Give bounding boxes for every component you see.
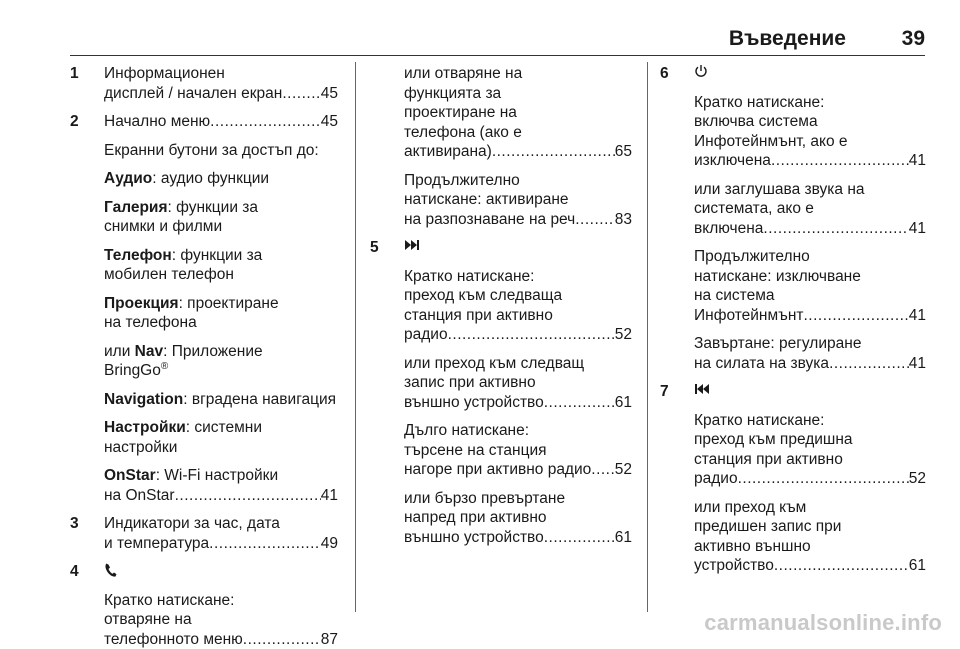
list-item-1: [70, 64, 338, 103]
term: Аудио: [104, 170, 152, 187]
entry-text: Начално меню: [104, 112, 210, 132]
text: Кратко натискане:: [404, 267, 632, 287]
toc-entry[interactable]: [104, 112, 338, 132]
text: Кратко натискане:: [694, 411, 926, 431]
paragraph-settings: [104, 418, 338, 457]
toc-entry[interactable]: [404, 210, 632, 230]
paragraph-projection: [104, 294, 338, 333]
entry-text: активирана): [404, 142, 492, 162]
text: Продължително: [694, 247, 926, 267]
paragraph: [404, 171, 632, 230]
column-1: [70, 64, 338, 649]
entry-text: устройство: [694, 556, 774, 576]
definition: : функции за: [168, 199, 259, 216]
text: системата, ако е: [694, 199, 926, 219]
toc-entry[interactable]: [104, 534, 338, 554]
toc-entry[interactable]: [694, 469, 926, 489]
text: телефона (ако е: [404, 123, 632, 143]
definition: мобилен телефон: [104, 265, 338, 285]
paragraph: [694, 180, 926, 239]
paragraph-nav: [104, 342, 338, 381]
page-ref[interactable]: 52: [615, 460, 632, 480]
entry-text: радио: [694, 469, 738, 489]
toc-entry[interactable]: [104, 630, 338, 649]
list-item-6: [660, 64, 926, 373]
text: Кратко натискане:: [104, 591, 338, 611]
paragraph-navigation: [104, 390, 338, 410]
definition: : системни: [186, 419, 262, 436]
toc-entry[interactable]: [694, 306, 926, 326]
toc-entry[interactable]: [104, 486, 338, 506]
definition: : Приложение: [163, 343, 263, 360]
paragraph: [404, 267, 632, 345]
text: натискане: изключване: [694, 267, 926, 287]
item-number: 1: [70, 64, 79, 84]
item-number: 7: [660, 382, 669, 402]
text: Завъртане: регулиране: [694, 334, 926, 354]
text: функцията за: [404, 84, 632, 104]
text: или преход към: [694, 498, 926, 518]
text: включва система: [694, 112, 926, 132]
item-number: 4: [70, 562, 79, 582]
entry-text: дисплей / начален екран: [104, 84, 282, 104]
toc-entry[interactable]: [694, 354, 926, 374]
entry-text: телефонното меню: [104, 630, 243, 649]
toc-entry[interactable]: [404, 325, 632, 345]
toc-entry[interactable]: [404, 528, 632, 548]
text: запис при активно: [404, 373, 632, 393]
item-number: 2: [70, 112, 79, 132]
page-ref[interactable]: 41: [909, 151, 926, 171]
text: или преход към следващ: [404, 354, 632, 374]
list-item-4: [70, 562, 338, 649]
item-number: 6: [660, 64, 669, 84]
header-rule: [70, 55, 925, 56]
text: на система: [694, 286, 926, 306]
column-2: [370, 64, 632, 547]
entry-text: включена: [694, 219, 763, 239]
list-item-3: [70, 514, 338, 553]
text: Продължително: [404, 171, 632, 191]
toc-entry[interactable]: [404, 393, 632, 413]
paragraph: [694, 93, 926, 171]
paragraph: [694, 334, 926, 373]
paragraph: [694, 498, 926, 576]
page-ref[interactable]: 52: [909, 469, 926, 489]
item-number: 3: [70, 514, 79, 534]
entry-text: на разпознаване на реч: [404, 210, 575, 230]
toc-entry[interactable]: [694, 151, 926, 171]
text: или отваряне на: [404, 64, 632, 84]
previous-track-icon: [694, 382, 926, 402]
text: търсене на станция: [404, 441, 632, 461]
entry-text: нагоре при активно радио: [404, 460, 591, 480]
toc-entry[interactable]: [694, 556, 926, 576]
term: Настройки: [104, 419, 186, 436]
entry-text: и температура: [104, 534, 209, 554]
paragraph: [694, 411, 926, 489]
definition: : проектиране: [179, 295, 279, 312]
item-text: Индикатори за час, дата: [104, 514, 338, 534]
paragraph-phone: [104, 246, 338, 285]
entry-text: изключена: [694, 151, 771, 171]
text: предишен запис при: [694, 517, 926, 537]
paragraph: [404, 354, 632, 413]
definition: : функции за: [172, 247, 263, 264]
toc-entry[interactable]: [404, 142, 632, 162]
text: станция при активно: [404, 306, 632, 326]
entry-text: външно устройство: [404, 528, 544, 548]
text: или заглушава звука на: [694, 180, 926, 200]
continuation-block: [370, 64, 632, 229]
page-ref[interactable]: 61: [615, 528, 632, 548]
text: Инфотейнмънт, ако е: [694, 132, 926, 152]
text: отваряне на: [104, 610, 338, 630]
text: или бързо превъртане: [404, 489, 632, 509]
paragraph: Екранни бутони за достъп до:: [104, 141, 338, 161]
watermark: carmanualsonline.info: [704, 610, 942, 636]
list-item-2: [70, 112, 338, 505]
term: OnStar: [104, 467, 156, 484]
column-3: [660, 64, 926, 576]
term: Проекция: [104, 295, 179, 312]
text: Кратко натискане:: [694, 93, 926, 113]
definition: снимки и филми: [104, 217, 338, 237]
paragraph-gallery: [104, 198, 338, 237]
page-ref[interactable]: 41: [909, 219, 926, 239]
column-divider-2: [647, 62, 648, 612]
paragraph: [404, 64, 632, 162]
text: Дълго натискане:: [404, 421, 632, 441]
text: проектиране на: [404, 103, 632, 123]
page-ref[interactable]: 61: [615, 393, 632, 413]
paragraph: [694, 247, 926, 325]
page-ref[interactable]: 61: [909, 556, 926, 576]
page-header: [0, 0, 960, 62]
phone-icon: [104, 562, 338, 582]
page-ref[interactable]: 41: [909, 306, 926, 326]
definition: : вградена навигация: [183, 391, 336, 408]
power-icon: [694, 64, 926, 84]
page-number: 39: [902, 27, 925, 51]
next-track-icon: [404, 238, 632, 258]
item-number: 5: [370, 238, 379, 258]
term: Галерия: [104, 199, 168, 216]
definition: BringGo: [104, 362, 161, 379]
paragraph: [104, 591, 338, 649]
entry-text: Инфотейнмънт: [694, 306, 804, 326]
toc-entry[interactable]: [404, 460, 632, 480]
text: активно външно: [694, 537, 926, 557]
toc-entry[interactable]: [694, 219, 926, 239]
toc-entry[interactable]: [104, 84, 338, 104]
page-ref[interactable]: 87: [321, 630, 338, 649]
text: станция при активно: [694, 450, 926, 470]
page-ref[interactable]: 65: [615, 142, 632, 162]
column-divider-1: [355, 62, 356, 612]
registered-mark: ®: [161, 361, 168, 372]
page-ref[interactable]: 52: [615, 325, 632, 345]
page-ref[interactable]: 41: [321, 486, 338, 506]
paragraph-onstar: [104, 466, 338, 505]
page-ref[interactable]: 83: [615, 210, 632, 230]
paragraph-audio: [104, 169, 338, 189]
term: Navigation: [104, 391, 183, 408]
term: Nav: [135, 343, 163, 360]
list-item-5: [370, 238, 632, 547]
definition: настройки: [104, 438, 338, 458]
definition: на телефона: [104, 313, 338, 333]
text: натискане: активиране: [404, 190, 632, 210]
paragraph: [404, 489, 632, 548]
list-item-7: [660, 382, 926, 576]
page-ref[interactable]: 45: [321, 84, 338, 104]
text: преход към следваща: [404, 286, 632, 306]
page-ref[interactable]: 49: [321, 534, 338, 554]
text: или: [104, 343, 135, 360]
text: преход към предишна: [694, 430, 926, 450]
text: напред при активно: [404, 508, 632, 528]
definition: : Wi-Fi настройки: [156, 467, 278, 484]
entry-text: радио: [404, 325, 448, 345]
definition: : аудио функции: [152, 170, 269, 187]
page-title: Въведение: [729, 27, 846, 51]
paragraph: [404, 421, 632, 480]
entry-text: външно устройство: [404, 393, 544, 413]
page-ref[interactable]: 45: [321, 112, 338, 132]
item-text: Информационен: [104, 64, 338, 84]
entry-text: на OnStar: [104, 486, 175, 506]
entry-text: на силата на звука: [694, 354, 829, 374]
page-ref[interactable]: 41: [909, 354, 926, 374]
term: Телефон: [104, 247, 172, 264]
